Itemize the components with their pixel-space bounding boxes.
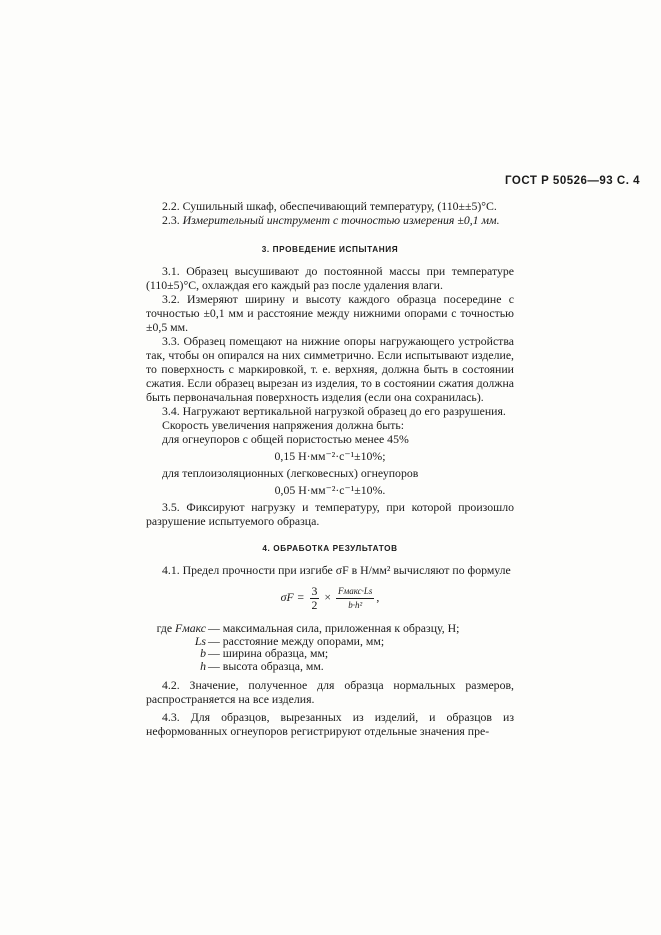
formula-rate-dense: 0,15 Н·мм⁻²·с⁻¹±10%; [274, 449, 386, 463]
formula-den-2: b·h² [348, 600, 363, 610]
paragraph-2-3-text: Измерительный инструмент с точностью измерения ±0,1 мм. [182, 213, 500, 227]
section-3-title: 3. ПРОВЕДЕНИЕ ИСПЫТАНИЯ [261, 245, 399, 254]
formula-fraction-2 [336, 585, 374, 612]
paragraph-4-2: 4.2. Значение, полученное для образца нормальных размеров, распространяется на все изделия. [146, 678, 514, 706]
definition-text: — высота образца, мм. [208, 658, 324, 673]
paragraph-3-4-dense: для огнеупоров с общей пористостью менее 45% [162, 432, 409, 446]
page-header: ГОСТ Р 50526—93 С. 4 [505, 175, 640, 187]
formula-num-1: 3 [311, 584, 318, 598]
formula-rate-light: 0,05 Н·мм⁻²·с⁻¹±10%. [274, 483, 386, 497]
paragraph-3-4-speed: Скорость увеличения напряжения должна быть: [162, 418, 405, 432]
formula-end: , [376, 590, 380, 605]
definition-row [146, 647, 514, 660]
formula-definitions [146, 622, 514, 672]
formula-num-2: Fмакс·Ls [336, 585, 374, 599]
definition-symbol: Ls [194, 633, 206, 648]
definition-text: — расстояние между опорами, мм; [208, 633, 385, 648]
definition-symbol: b [200, 646, 206, 660]
paragraph-3-2: 3.2. Измеряют ширину и высоту каждого образца посередине с точностью ±0,1 мм и расстояние между нижними опорами с точностью ±0,5 мм. [146, 292, 514, 334]
definition-symbol: h [200, 658, 206, 673]
formula-den-1: 2 [311, 598, 318, 612]
formula-times: × [324, 590, 332, 605]
definition-symbol: где Fмакс [156, 621, 206, 635]
formula-lhs: σF = [280, 590, 308, 605]
formula-fraction-1 [310, 585, 320, 612]
paragraph-3-4-light: для теплоизоляционных (легковесных) огнеупоров [162, 466, 419, 480]
paragraph-2-3-number: 2.3. [162, 213, 183, 227]
definition-row [146, 622, 514, 635]
paragraph-3-3: 3.3. Образец помещают на нижние опоры нагружающего устройства так, чтобы он опирался на них симметрично. Если испытывают изделие, то поверхность с маркировкой, т. е. верхняя, должна быть в состоянии сжатия. Если образец вырезан из изделия, то в состоянии сжатия должна быть первоначальная поверхность изделия (если она сохранилась). [146, 334, 514, 404]
paragraph-3-4: 3.4. Нагружают вертикальной нагрузкой образец до его разрушения. [162, 404, 506, 418]
definition-text: — ширина образца, мм; [208, 646, 329, 660]
paragraph-4-3: 4.3. Для образцов, вырезанных из изделий, и образцов из неформованных огнеупоров регистрируют отдельные значения пре- [146, 710, 514, 738]
paragraph-2-3 [146, 213, 514, 227]
paragraph-3-5: 3.5. Фиксируют нагрузку и температуру, при которой произошло разрушение испытуемого образца. [146, 500, 514, 528]
definition-row [146, 660, 514, 673]
paragraph-3-1: 3.1. Образец высушивают до постоянной массы при температуре (110±5)°С, охлаждая его каждый раз после удаления влаги. [146, 264, 514, 292]
page-content [146, 199, 514, 738]
paragraph-4-1: 4.1. Предел прочности при изгибе σF в Н/мм² вычисляют по формуле [162, 563, 511, 577]
section-4-title: 4. ОБРАБОТКА РЕЗУЛЬТАТОВ [262, 544, 398, 553]
definition-text: — максимальная сила, приложенная к образцу, Н; [208, 621, 460, 635]
formula-strength [146, 585, 514, 612]
paragraph-2-2: 2.2. Сушильный шкаф, обеспечивающий температуру, (110±±5)°С. [162, 199, 497, 213]
